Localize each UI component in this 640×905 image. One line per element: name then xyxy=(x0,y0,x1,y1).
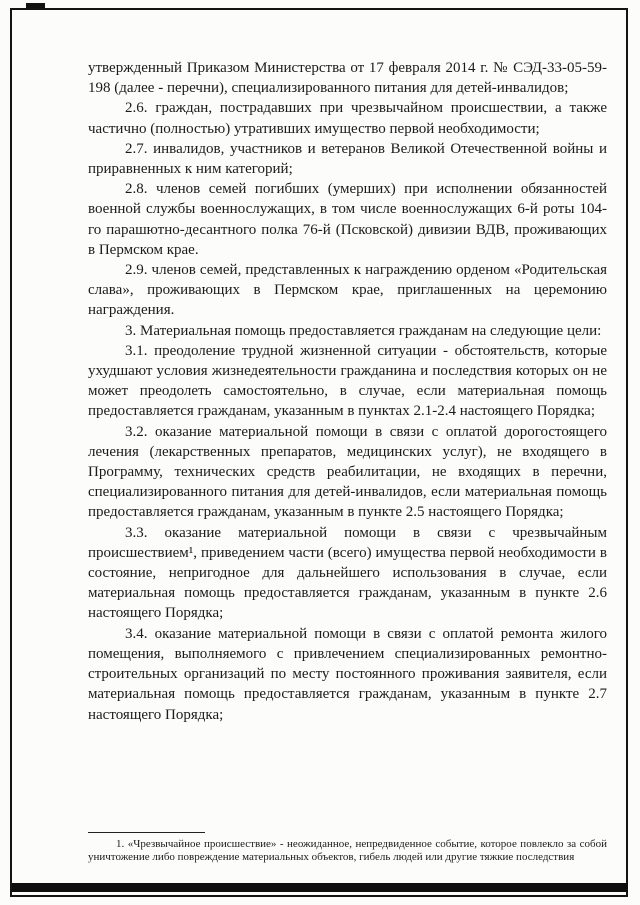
paragraph-3-3: 3.3. оказание материальной помощи в связи с чрезвычайным происшествием¹, приведением части (всего) имущества первой необходимости в состояние, непригодное для дальнейшего использования в случае, если материальная помощь предоставляется гражданам, указанным в пункте 2.6 настоящего Порядка; xyxy=(88,524,607,622)
footnote xyxy=(88,838,607,863)
paragraph-2-8: 2.8. членов семей погибших (умерших) при исполнении обязанностей военной службы военнослужащих, в том числе военнослужащих 6-й роты 104-го парашютно-десантного полка 76-й (Псковской) дивизии ВДВ, проживающих в Пермском крае. xyxy=(88,181,607,258)
paragraph-3-2: 3.2. оказание материальной помощи в связи с оплатой дорогостоящего лечения (лекарственных препаратов, медицинских услуг), не входящего в Программу, технических средств реабилитации, не входящих в перечни, специализированного питания для детей-инвалидов, если материальная помощь предоставляется гражданам, указанным в пункте 2.5 настоящего Порядка; xyxy=(88,423,607,521)
scan-artifact-top-left xyxy=(26,3,45,8)
paragraph-3-4: 3.4. оказание материальной помощи в связи с оплатой ремонта жилого помещения, выполняемого с привлечением специализированных ремонтно-строительных организаций по месту постоянного проживания заявителя, если материальная помощь предоставляется гражданам, указанным в пункте 2.7 настоящего Порядка; xyxy=(88,625,607,723)
paragraph-2-6: 2.6. граждан, пострадавших при чрезвычайном происшествии, а также частично (полностью) утративших имущество первой необходимости; xyxy=(88,100,607,137)
paragraph-2-9: 2.9. членов семей, представленных к награждению орденом «Родительская слава», проживающих в Пермском крае, приглашенных на церемонию награждения. xyxy=(88,262,607,319)
paragraph-2-7: 2.7. инвалидов, участников и ветеранов Великой Отечественной войны и приравненных к ним категорий; xyxy=(88,140,607,178)
paragraph-3-1: 3.1. преодоление трудной жизненной ситуации - обстоятельств, которые ухудшают условия жизнедеятельности гражданина и последствия которых он не может преодолеть самостоятельно, в случае, если материальная помощь предоставляется гражданам, указанным в пунктах 2.1-2.4 настоящего Порядка; xyxy=(88,342,607,420)
paragraph-intro-continuation: утвержденный Приказом Министерства от 17 февраля 2014 г. № СЭД-33-05-59-198 (далее - перечни), специализированного питания для детей-инвалидов; xyxy=(88,60,607,97)
footnote-text: 1. «Чрезвычайное происшествие» - неожиданное, непредвиденное событие, которое повлекло за собой уничтожение либо повреждение материальных объектов, гибель людей или другие тяжкие последствия xyxy=(88,838,607,863)
document-text xyxy=(88,58,607,725)
paragraph-3: 3. Материальная помощь предоставляется гражданам на следующие цели: xyxy=(125,322,602,339)
scan-artifact-bottom-bar xyxy=(12,883,628,892)
footnote-separator-line xyxy=(88,832,205,833)
